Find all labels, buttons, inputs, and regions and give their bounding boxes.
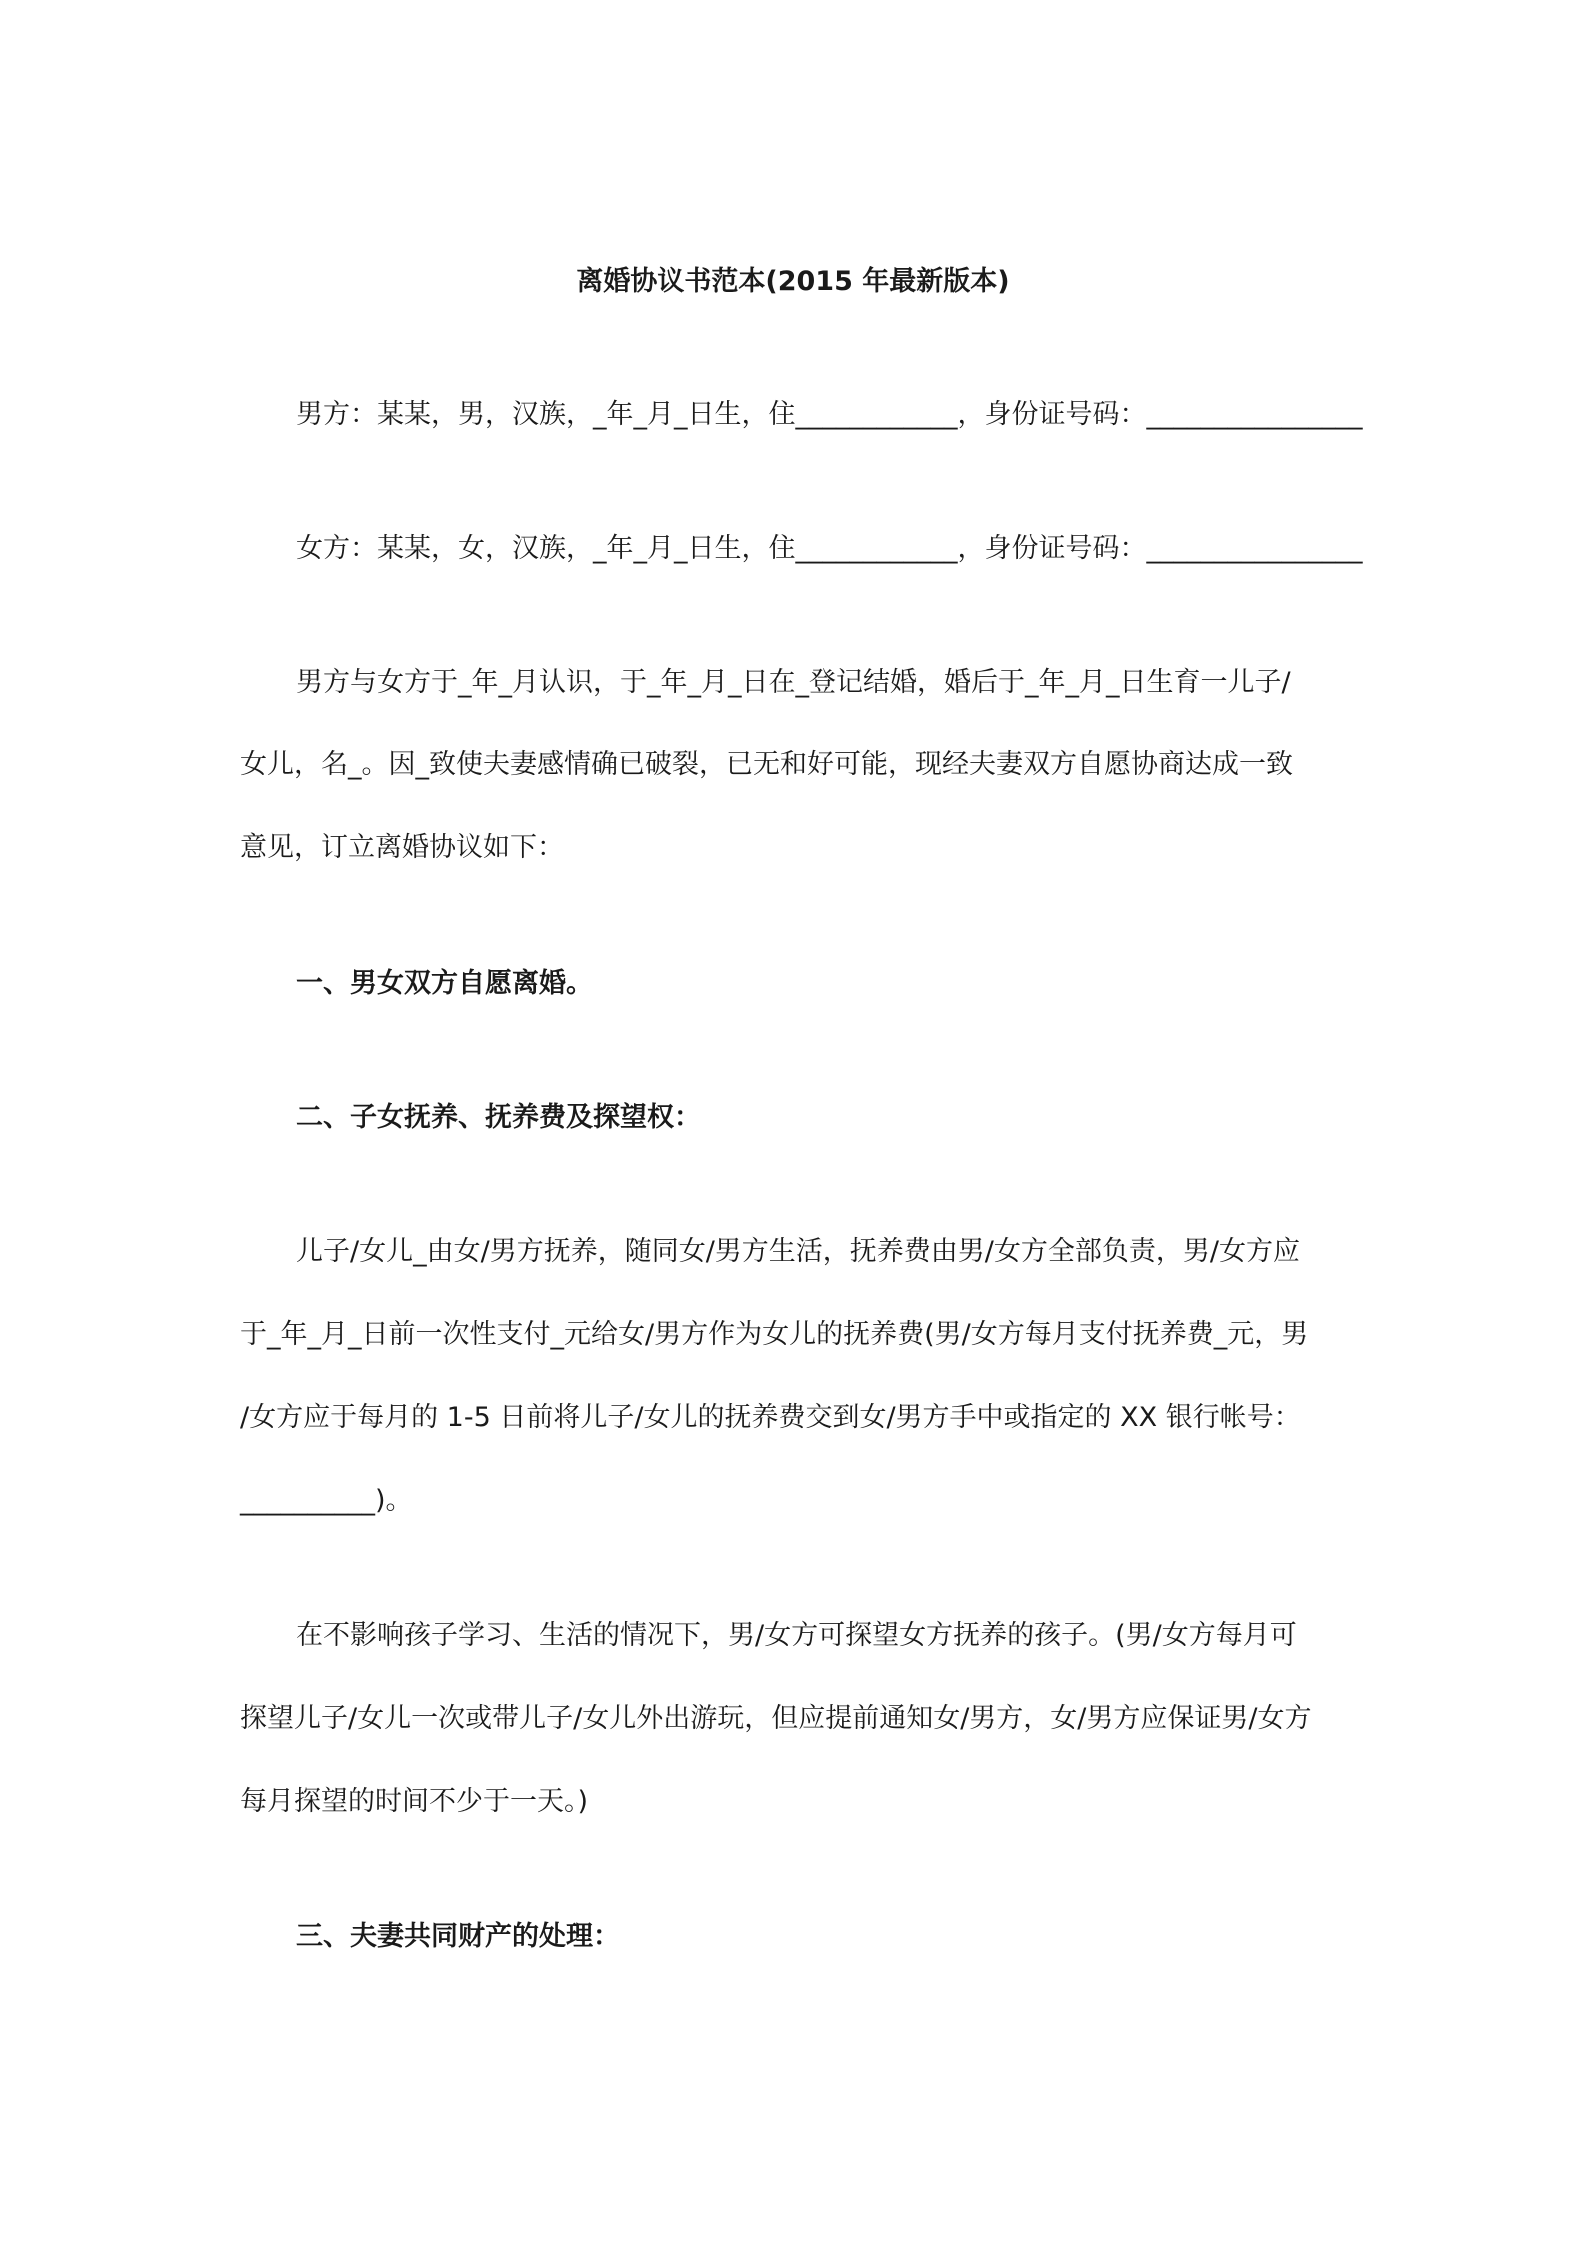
custody-line-1: 儿子/女儿_由女/男方抚养，随同女/男方生活，抚养费由男/女方全部负责，男/女方应 [296, 1236, 1300, 1267]
visitation-line-2: 探望儿子/女儿一次或带儿子/女儿外出游玩，但应提前通知女/男方，女/男方应保证男/女方 [240, 1703, 1312, 1734]
custody-line-3: /女方应于每月的 1-5 日前将儿子/女儿的抚养费交到女/男方手中或指定的 XX 银行帐号： [240, 1402, 1301, 1433]
custody-line-4: __________)。 [240, 1485, 413, 1516]
section-2-heading: 二、子女抚养、抚养费及探望权： [296, 1102, 701, 1133]
intro-line-2: 女儿，名_。因_致使夫妻感情确已破裂，已无和好可能，现经夫妻双方自愿协商达成一致 [240, 749, 1293, 780]
document-title: 离婚协议书范本(2015 年最新版本) [576, 266, 1010, 297]
party-male-line: 男方：某某，男，汉族，_年_月_日生，住____________，身份证号码：________________ [296, 399, 1363, 430]
custody-line-2: 于_年_月_日前一次性支付_元给女/男方作为女儿的抚养费(男/女方每月支付抚养费_元，男 [240, 1319, 1309, 1350]
visitation-line-1: 在不影响孩子学习、生活的情况下，男/女方可探望女方抚养的孩子。(男/女方每月可 [296, 1620, 1297, 1651]
section-3-heading: 三、夫妻共同财产的处理： [296, 1921, 620, 1952]
party-female-line: 女方：某某，女，汉族，_年_月_日生，住____________，身份证号码：________________ [296, 533, 1363, 564]
intro-line-3: 意见，订立离婚协议如下： [240, 832, 564, 863]
section-1-heading: 一、男女双方自愿离婚。 [296, 968, 593, 999]
visitation-line-3: 每月探望的时间不少于一天。) [240, 1786, 589, 1817]
intro-line-1: 男方与女方于_年_月认识，于_年_月_日在_登记结婚，婚后于_年_月_日生育一儿子/ [296, 667, 1291, 698]
